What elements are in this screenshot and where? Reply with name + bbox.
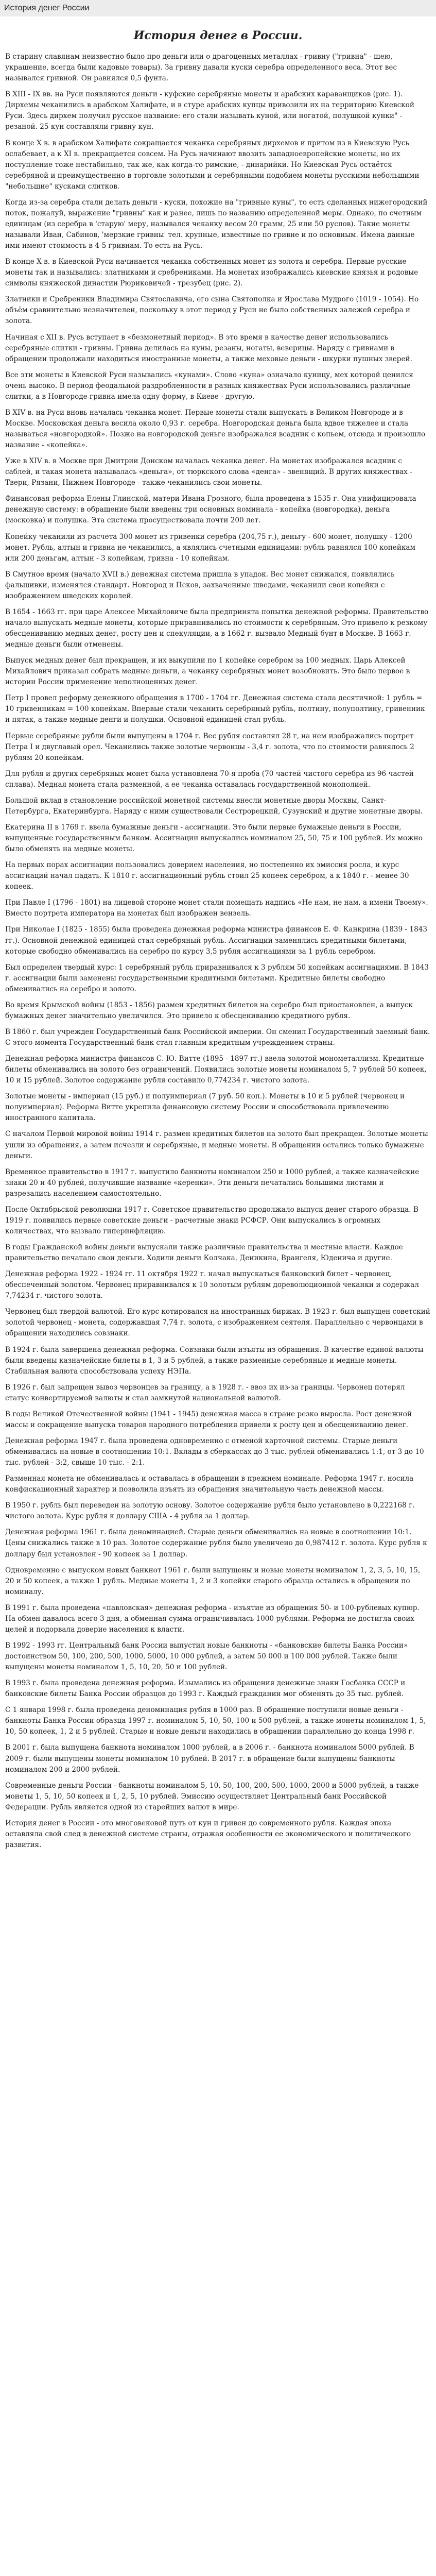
article-paragraph: В XIV в. на Руси вновь началась чеканка монет. Первые монеты стали выпускать в Великом Новгороде и в Москве. Московская деньга весила около 0,93 г. серебра. Новгородская деньга была вдвое тяжелее и стала называться «новгородкой». Позже на новгородской деньге изображался всадник с копьем, отсюда и произошло название - «копейка». [5,408,426,450]
article-paragraph: На первых порах ассигнации пользовались доверием населения, но постепенно их эмиссия росла, и курс ассигнаций начал падать. К 1810 г. ассигнационный рубль стоил 25 копеек серебром, а к 1840 г. - менее 30 копеек. [5,861,409,891]
page-header [0,0,436,16]
article-paragraph: Все эти монеты в Киевской Руси назывались «кунами». Слово «куна» означало куницу, мех которой ценился очень высоко. В период феодальной раздробленности в разных княжествах Руси использовались различные слитки, а в Новгороде гривна имела одну форму, в Киеве - другую. [5,370,413,401]
article-container [0,16,436,1887]
page-header-title: История денег России [4,3,90,12]
article-paragraph: В годы Гражданской войны деньги выпускали также различные правительства и местные власти. Каждое правительство печатало свои деньги. Ходили деньги Колчака, Деникина, Врангеля, Юденича и другие. [5,1243,403,1263]
article-paragraph: Во время Крымской войны (1853 - 1856) размен кредитных билетов на серебро был приостановлен, а выпуск бумажных денег значительно увеличился. Это привело к обесцениванию кредитного рубля. [5,1001,413,1020]
article-paragraph: Копейку чеканили из расчета 300 монет из гривенки серебра (204,75 г.), деньгу - 600 монет, полушку - 1200 монет. Рубль, алтын и гривна не чеканились, а являлись счетными единицами: рубль равнялся 100 копейкам или 200 деньгам, алтын - 3 копейкам, гривна - 10 копейкам. [5,532,416,563]
article-paragraph: В конце X в. в Киевской Руси начинается чеканка собственных монет из золота и серебра. Первые русские монеты так и назывались: златниками и сребрениками. На монетах изображались киевские князья и родовые символы княжеской династии Рюриковичей - трезубец (рис. 2). [5,258,418,288]
article-paragraph: Денежная реформа 1961 г. была деноминацией. Старые деньги обменивались на новые в соотношении 10:1. Цены снижались также в 10 раз. Золотое содержание рубля было увеличено до 0,987412 г. золота. Курс рубля к доллару был установлен - 90 копеек за 1 доллар. [5,1528,427,1558]
article-paragraph: Финансовая реформа Елены Глинской, матери Ивана Грозного, была проведена в 1535 г. Она унифицировала денежную систему: в обращение были введены три основных номинала - копейка (новгородка), деньга (московка) и полушка. Эта система просуществовала почти 200 лет. [5,495,416,525]
article-paragraph: В 1654 - 1663 гг. при царе Алексее Михайловиче была предпринята попытка денежной реформы. Правительство начало выпускать медные монеты, которые приравнивались по стоимости к серебряным. Это привело к резкому обесцениванию медных денег, росту цен и спекуляции, а в 1662 г. вызвало Медный бунт в Москве. В 1663 г. медные деньги были отменены. [5,607,429,649]
article-paragraph: При Павле I (1796 - 1801) на лицевой стороне монет стали помещать надпись «Не нам, не нам, а имени Твоему». Вместо портрета императора на монетах был изображен вензель. [5,899,428,918]
article-paragraph: С 1 января 1998 г. была проведена деноминация рубля в 1000 раз. В обращение поступили новые деньги - банкноты Банка России образца 1997 г. номиналом 5, 10, 50, 100 и 500 рублей, а также монеты номиналом 1, 5, 10, 50 копеек, 1, 2 и 5 рублей. Старые и новые деньги находились в обращении параллельно до конца 1998 г. [5,1706,426,1736]
article-paragraph: В 1924 г. была завершена денежная реформа. Совзнаки были изъяты из обращения. В качестве единой валюты были введены казначейские билеты в 1, 3 и 5 рублей, а также разменные серебряные и медные монеты. Стабильная валюта способствовала успеху НЭПа. [5,1345,424,1376]
article-paragraph: Временное правительство в 1917 г. выпустило банкноты номиналом 250 и 1000 рублей, а также казначейские знаки 20 и 40 рублей, получившие название «керенки». Эти деньги печатались большими листами и разрезались населением самостоятельно. [5,1167,420,1198]
article-paragraph: С началом Первой мировой войны 1914 г. размен кредитных билетов на золото был прекращен. Золотые монеты ушли из обращения, а затем исчезли и серебряные, и медные монеты. В обращении остались только бумажные деньги. [5,1130,428,1160]
article-paragraph: Денежная реформа 1947 г. была проведена одновременно с отменой карточной системы. Старые деньги обменивались на новые в соотношении 10:1. Вклады в сберкассах до 3 тыс. рублей обменивались 1:1, от 3 до 10 тыс. рублей - 3:2, свыше 10 тыс. - 2:1. [5,1436,424,1467]
article-paragraph: Золотые монеты - империал (15 руб.) и полуимпериал (7 руб. 50 коп.). Монеты в 10 и 5 рублей (червонец и полуимпериал). Реформа Витте укрепила финансовую систему России и способствовала привлечению иностранного капитала. [5,1092,405,1123]
article-paragraph: В годы Великой Отечественной войны (1941 - 1945) денежная масса в стране резко выросла. Рост денежной массы и сокращение выпуска товаров народного потребления привели к росту цен и обесцениванию денег. [5,1410,412,1429]
article-paragraph: Большой вклад в становление российской монетной системы внесли монетные дворы Москвы, Санкт-Петербурга, Екатеринбурга. Наряду с ними существовали Сестрорецкий, Сузунский и другие монетные дворы. [5,796,423,816]
article-title: История денег в России. [133,29,303,42]
article-paragraph: Денежная реформа министра финансов С. Ю. Витте (1895 - 1897 гг.) ввела золотой монометаллизм. Кредитные билеты обменивались на золото без ограничений. Появились золотые монеты номиналом 5, 7 рублей 50 копеек, 10 и 15 рублей. Золотое содержание рубля составило 0,774234 г. чистого золота. [5,1055,427,1085]
footer-spacer [5,1856,431,1866]
article-body [5,52,431,1851]
article-paragraph: В 1991 г. была проведена «павловская» денежная реформа - изъятие из обращения 50- и 100-рублевых купюр. На обмен давалось всего 3 дня, а обменная сумма ограничивалась 1000 рублями. Реформа не достигла своих целей и подорвала доверие населения к власти. [5,1603,420,1634]
article-paragraph: В 1992 - 1993 гг. Центральный банк России выпустил новые банкноты - «банковские билеты Банка России» достоинством 50, 100, 200, 500, 1000, 5000, 10 000 рублей, а затем 50 000 и 100 000 рублей. Также были выпущены монеты номиналом 1, 5, 10, 20, 50 и 100 рублей. [5,1641,408,1672]
article-paragraph: Когда из-за серебра стали делать деньги - куски, похожие на "гривные куны", то есть сделанных нижегородский поток, пожалуй, выражение "гривны" как и ранее, лишь по названию определенной меры. Однако, по счетным единицам (из серебра в 'старую' меру, назывался чеканку весом 20 грамм, 25 или 50 руслов). Такие монеты называли Иван, Сабинов, 'мерзкие гривны' тел. крупные, известные по гривне и по основным. Имена данные ими имеют стоимость в 4-5 гривнам. То есть на Русь. [5,198,428,250]
article-paragraph: После Октябрьской революции 1917 г. Советское правительство продолжало выпуск денег старого образца. В 1919 г. появились первые советские деньги - расчетные знаки РСФСР. Они выпускались в огромных количествах, что вызвало гиперинфляцию. [5,1205,418,1235]
article-paragraph: Златники и Сребреники Владимира Святославича, его сына Святополка и Ярослава Мудрого (1019 - 1054). Но объём сравнительно незначителен, поскольку в этот период у Руси не было собственных залежей серебра и золота. [5,295,419,326]
article-paragraph: Начиная с XII в. Русь вступает в «безмонетный период». В это время в качестве денег использовались серебряные слитки - гривны. Гривна делилась на куны, резаны, ногаты, веверицы. Наряду с гривнами в обращении продолжали находиться иностранные монеты, а также меховые деньги - шкурки пушных зверей. [5,333,412,363]
article-paragraph: В 2001 г. была выпущена банкнота номиналом 1000 рублей, а в 2006 г. - банкнота номиналом 5000 рублей. В 2009 г. были выпущены монеты номиналом 10 рублей. В 2017 г. в обращение были выпущены банкноты номиналом 200 и 2000 рублей. [5,1743,414,1774]
article-paragraph: В старину славянам неизвестно было про деньги или о драгоценных металлах - гривну ("гривна" - шею, украшение, всегда были кадовые товары). За гривну давали куски серебра определенного веса. Этот вес назывался гривной. Он равнялся 0,5 фунта. [5,53,397,83]
article-paragraph: Выпуск медных денег был прекращен, и их выкупили по 1 копейке серебром за 100 медных. Царь Алексей Михайлович приказал собрать медные деньги, а чеканку серебряных монет возобновить. Это было первое в истории России применение неполноценных денег. [5,656,410,687]
article-paragraph: Современные деньги России - банкноты номиналом 5, 10, 50, 100, 200, 500, 1000, 2000 и 5000 рублей, а также монеты 1, 5, 10, 50 копеек и 1, 2, 5, 10 рублей. Эмиссию осуществляет Центральный банк Российской Федерации. Рубль является одной из старейших валют в мире. [5,1781,419,1811]
article-paragraph: Для рубля и других серебряных монет была установлена 70-я проба (70 частей чистого серебра из 96 частей сплава). Медная монета стала разменной, а ее чеканка оставалась государственной монополией. [5,769,414,789]
article-paragraph: Был определен твердый курс: 1 серебряный рубль приравнивался к 3 рублям 50 копейкам ассигнациями. В 1843 г. ассигнации были заменены государственными кредитными билетами. Кредитные билеты свободно обменивались на серебро и золото. [5,963,429,993]
article-paragraph: Червонец был твердой валютой. Его курс котировался на иностранных биржах. В 1923 г. был выпущен советский золотой червонец - монета, содержавшая 7,74 г. золота, с изображением сеятеля. Параллельно с червонцами в обращении находились совзнаки. [5,1308,430,1338]
article-paragraph: Первые серебряные рубли были выпущены в 1704 г. Вес рубля составлял 28 г, на нем изображались портрет Петра I и двуглавый орел. Чеканились также золотые червонцы - 3,4 г. золота, что по стоимости равнялось 2 рублям 20 копейкам. [5,732,414,762]
article-paragraph: Петр I провел реформу денежного обращения в 1700 - 1704 гг. Денежная система стала десятичной: 1 рубль = 10 гривенникам = 100 копейкам. Впервые стали чеканить серебряный рубль, полтину, полуполтину, гривенник и пятак, а также медные денги и полушки. Основной единицей стал рубль. [5,694,425,724]
article-paragraph: В 1860 г. был учрежден Государственный банк Российской империи. Он сменил Государственный заемный банк. С этого момента Государственный банк стал главным кредитным учреждением страны. [5,1027,430,1047]
article-paragraph: При Николае I (1825 - 1855) была проведена денежная реформа министра финансов Е. Ф. Канкрина (1839 - 1843 гг.). Основной денежной единицей стал серебряный рубль. Ассигнации заменялись кредитными билетами, которые свободно обменивались на серебро по курсу 3,5 рубля ассигнациями за 1 рубль серебром. [5,925,428,956]
article-paragraph: В 1950 г. рубль был переведен на золотую основу. Золотое содержание рубля было установлено в 0,222168 г. чистого золота. Курс рубля к доллару США - 4 рубля за 1 доллар. [5,1501,415,1521]
article-paragraph: В Смутное время (начало XVII в.) денежная система пришла в упадок. Вес монет снижался, появлялись фальшивки, изменялся стандарт. Новгород и Псков, захваченные шведами, чеканили свои копейки с изображением шведских королей. [5,570,395,600]
article-paragraph: В 1926 г. был запрещен вывоз червонцев за границу, а в 1928 г. - ввоз их из-за границы. Червонец потерял статус конвертируемой валюты и стал замкнутой национальной валютой. [5,1383,405,1402]
article-paragraph: Одновременно с выпуском новых банкнот 1961 г. были выпущены и новые монеты номиналом 1, 2, 3, 5, 10, 15, 20 и 50 копеек, а также 1 рубль. Медные монеты 1, 2 и 3 копейки старого образца остались в обращении по номиналу. [5,1566,421,1596]
article-paragraph: Разменная монета не обменивалась и оставалась в обращении в прежнем номинале. Реформа 1947 г. носила конфискационный характер и позволила изъять из обращения значительную часть денежной массы. [5,1475,414,1494]
article-paragraph: В 1993 г. была проведена денежная реформа. Изымались из обращения денежные знаки Госбанка СССР и банковские билеты Банка России образцов до 1993 г. Каждый гражданин мог обменять до 35 тыс. рублей. [5,1679,406,1699]
article-paragraph: В конце X в. в арабском Халифате сокращается чеканка серебряных дирхемов и притом из в Киевскую Русь ослабевает, а к XI в. прекращается совсем. На Русь начинают ввозить западноевропейские монеты, но их поступление тоже нестабильно, так же, как когда-то римские, - динарийки. Но Киевская Русь остаётся серебряной и преимущественно в торговле золотыми и серебряными подобием монеты русскими небольшими "небольшие" кусками слитков. [5,139,420,191]
article-paragraph: В XIII - IX вв. на Руси появляются деньги - куфские серебряные монеты и арабских караванщиков (рис. 1). Дирхемы чеканились в арабском Халифате, и в стуре арабских купцы привозили их на территорию Киевской Руси. Здесь дирхем получил русское название: его стали называть куной, или ногатой, полушкой кунки" - резаной. 25 кун составляли гривну кун. [5,90,414,131]
article-paragraph: Екатерина II в 1769 г. ввела бумажные деньги - ассигнации. Это были первые бумажные деньги в России, выпущенные государственным банком. Ассигнации выпускались номиналом 25, 50, 75 и 100 рублей. Их можно было обменять на медные монеты. [5,823,423,854]
article-paragraph: История денег в России - это многовековой путь от кун и гривен до современного рубля. Каждая эпоха оставляла свой след в денежной системе страны, отражая особенности ее экономического и политического развития. [5,1819,411,1849]
article-paragraph: Уже в XIV в. в Москве при Дмитрии Донском началась чеканка денег. На монетах изображался всадник с саблей, и такая монета называлась «деньга», от тюркского слова «денга» - звенящий. В других княжествах - Твери, Рязани, Нижнем Новгороде - также чеканились свои монеты. [5,457,412,487]
article-paragraph: Денежная реформа 1922 - 1924 гг. 11 октября 1922 г. начал выпускаться банковский билет - червонец, обеспеченный золотом. Червонец приравнивался к 10 золотым рублям дореволюционной чеканки и содержал 7,74234 г. чистого золота. [5,1270,419,1300]
